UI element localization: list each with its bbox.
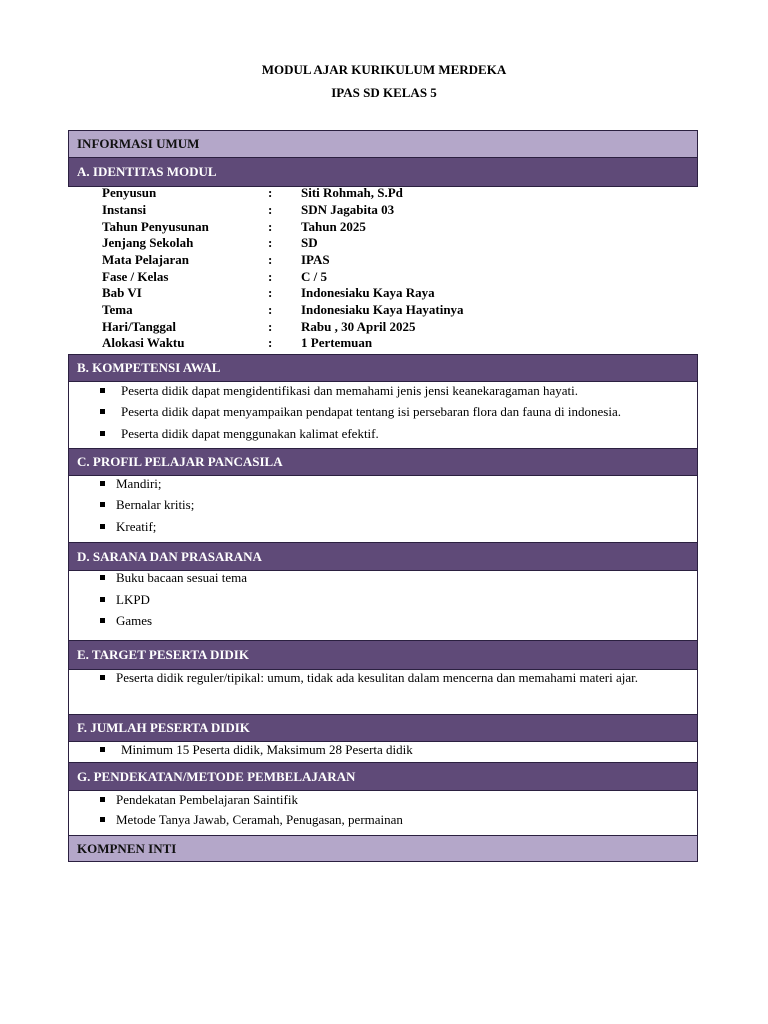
identitas-label: Fase / Kelas <box>102 269 169 284</box>
identitas-colon: : <box>268 335 273 350</box>
informasi-umum-heading: INFORMASI UMUM <box>68 130 698 158</box>
bullet-icon <box>100 409 105 414</box>
pendekatan-metode-heading: G. PENDEKATAN/METODE PEMBELAJARAN <box>68 762 698 791</box>
identitas-value: Indonesiaku Kaya Raya <box>301 285 435 300</box>
sarana-prasarana-heading: D. SARANA DAN PRASARANA <box>68 542 698 571</box>
identitas-colon: : <box>268 269 273 284</box>
identitas-colon: : <box>268 302 273 317</box>
identitas-modul-heading: A. IDENTITAS MODUL <box>68 157 698 187</box>
identitas-label: Tema <box>102 302 133 317</box>
jumlah-peserta-heading: F. JUMLAH PESERTA DIDIK <box>68 714 698 742</box>
identitas-colon: : <box>268 185 273 200</box>
identitas-value: Indonesiaku Kaya Hayatinya <box>301 302 464 317</box>
bullet-icon <box>100 817 105 822</box>
identitas-label: Alokasi Waktu <box>102 335 185 350</box>
bullet-icon <box>100 675 105 680</box>
bullet-icon <box>100 502 105 507</box>
identitas-value: 1 Pertemuan <box>301 335 373 350</box>
identitas-label: Bab VI <box>102 285 142 300</box>
document-subtitle: IPAS SD KELAS 5 <box>331 85 437 100</box>
bullet-icon <box>100 388 105 393</box>
bullet-icon <box>100 597 105 602</box>
document-title: MODUL AJAR KURIKULUM MERDEKA <box>261 62 507 77</box>
identitas-value: IPAS <box>301 252 330 267</box>
bullet-icon <box>100 747 105 752</box>
bullet-icon <box>100 524 105 529</box>
bullet-icon <box>100 431 105 436</box>
list-item: Peserta didik reguler/tipikal: umum, tidak ada kesulitan dalam mencerna dan memahami materi ajar. <box>116 667 670 688</box>
identitas-label: Jenjang Sekolah <box>102 235 194 250</box>
profil-pelajar-heading: C. PROFIL PELAJAR PANCASILA <box>68 448 698 476</box>
identitas-label: Hari/Tanggal <box>102 319 176 334</box>
kompetensi-awal-heading: B. KOMPETENSI AWAL <box>68 354 698 382</box>
identitas-label: Mata Pelajaran <box>102 252 190 267</box>
identitas-value: SD <box>301 235 318 250</box>
target-peserta-heading: E. TARGET PESERTA DIDIK <box>68 640 698 670</box>
identitas-label: Instansi <box>102 202 147 217</box>
identitas-colon: : <box>268 319 273 334</box>
identitas-value: SDN Jagabita 03 <box>301 202 395 217</box>
identitas-colon: : <box>268 235 273 250</box>
identitas-value: Siti Rohmah, S.Pd <box>301 185 403 200</box>
bullet-icon <box>100 797 105 802</box>
identitas-label: Tahun Penyusunan <box>102 219 209 234</box>
identitas-value: Rabu , 30 April 2025 <box>301 319 416 334</box>
identitas-colon: : <box>268 202 273 217</box>
bullet-icon <box>100 575 105 580</box>
identitas-colon: : <box>268 285 273 300</box>
bullet-icon <box>100 618 105 623</box>
identitas-colon: : <box>268 219 273 234</box>
identitas-label: Penyusun <box>102 185 157 200</box>
identitas-value: C / 5 <box>301 269 327 284</box>
bullet-icon <box>100 481 105 486</box>
identitas-value: Tahun 2025 <box>301 219 366 234</box>
komponen-inti-heading: KOMPNEN INTI <box>68 835 698 862</box>
identitas-colon: : <box>268 252 273 267</box>
